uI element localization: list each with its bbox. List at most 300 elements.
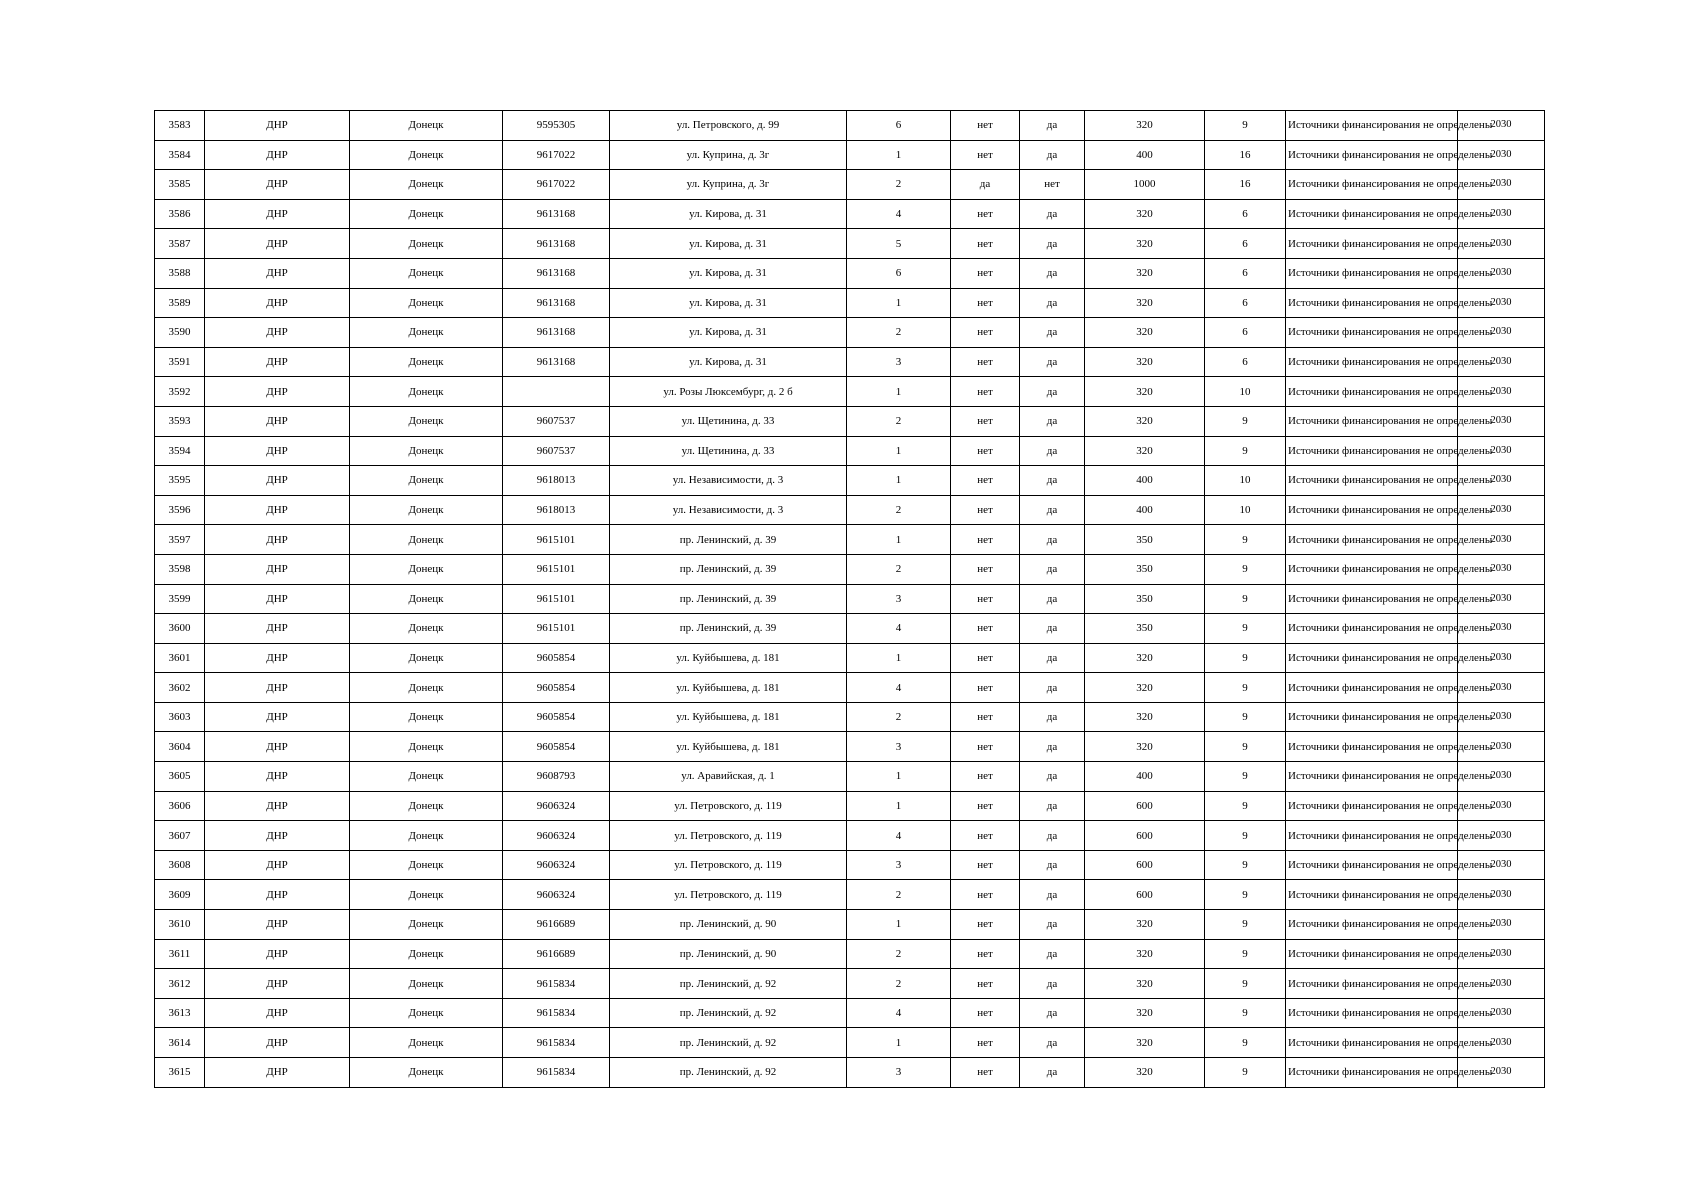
flag-b-cell: да: [1020, 998, 1085, 1028]
region-cell: ДНР: [205, 288, 350, 318]
table-row: [155, 850, 1545, 880]
year-cell: 2030: [1458, 495, 1545, 525]
funding-note-cell: Источники финансирования не определены: [1286, 436, 1458, 466]
address-cell: ул. Щетинина, д. 33: [610, 406, 847, 436]
region-cell: ДНР: [205, 406, 350, 436]
table-row: [155, 495, 1545, 525]
address-cell: пр. Ленинский, д. 39: [610, 554, 847, 584]
table-row: [155, 318, 1545, 348]
entrance-cell: 3: [847, 347, 951, 377]
floors-cell: 9: [1205, 643, 1286, 673]
row-number-cell: 3608: [155, 850, 205, 880]
city-cell: Донецк: [350, 466, 503, 496]
year-cell: 2030: [1458, 199, 1545, 229]
funding-note-cell: Источники финансирования не определены: [1286, 377, 1458, 407]
flag-a-cell: нет: [951, 614, 1020, 644]
capacity-cell: 320: [1085, 288, 1205, 318]
year-cell: 2030: [1458, 1028, 1545, 1058]
flag-a-cell: нет: [951, 702, 1020, 732]
flag-b-cell: да: [1020, 199, 1085, 229]
region-cell: ДНР: [205, 821, 350, 851]
city-cell: Донецк: [350, 406, 503, 436]
table-row: [155, 140, 1545, 170]
year-cell: 2030: [1458, 406, 1545, 436]
year-cell: 2030: [1458, 939, 1545, 969]
flag-b-cell: да: [1020, 643, 1085, 673]
row-number-cell: 3615: [155, 1058, 205, 1088]
entrance-cell: 3: [847, 850, 951, 880]
year-cell: 2030: [1458, 111, 1545, 141]
city-cell: Донецк: [350, 969, 503, 999]
capacity-cell: 320: [1085, 377, 1205, 407]
year-cell: 2030: [1458, 910, 1545, 940]
flag-a-cell: нет: [951, 466, 1020, 496]
entrance-cell: 2: [847, 170, 951, 200]
funding-note-cell: Источники финансирования не определены: [1286, 258, 1458, 288]
entrance-cell: 2: [847, 702, 951, 732]
flag-a-cell: нет: [951, 821, 1020, 851]
funding-note-cell: Источники финансирования не определены: [1286, 969, 1458, 999]
flag-a-cell: нет: [951, 347, 1020, 377]
row-number-cell: 3584: [155, 140, 205, 170]
row-number-cell: 3613: [155, 998, 205, 1028]
table-row: [155, 939, 1545, 969]
floors-cell: 9: [1205, 111, 1286, 141]
code-cell: 9606324: [503, 850, 610, 880]
region-cell: ДНР: [205, 170, 350, 200]
floors-cell: 9: [1205, 584, 1286, 614]
capacity-cell: 320: [1085, 939, 1205, 969]
row-number-cell: 3603: [155, 702, 205, 732]
funding-note-cell: Источники финансирования не определены: [1286, 939, 1458, 969]
row-number-cell: 3591: [155, 347, 205, 377]
region-cell: ДНР: [205, 347, 350, 377]
flag-b-cell: да: [1020, 111, 1085, 141]
entrance-cell: 1: [847, 791, 951, 821]
entrance-cell: 2: [847, 495, 951, 525]
floors-cell: 9: [1205, 673, 1286, 703]
floors-cell: 9: [1205, 762, 1286, 792]
flag-a-cell: нет: [951, 111, 1020, 141]
table-row: [155, 969, 1545, 999]
capacity-cell: 320: [1085, 199, 1205, 229]
city-cell: Донецк: [350, 495, 503, 525]
year-cell: 2030: [1458, 614, 1545, 644]
funding-note-cell: Источники финансирования не определены: [1286, 554, 1458, 584]
city-cell: Донецк: [350, 850, 503, 880]
region-cell: ДНР: [205, 702, 350, 732]
entrance-cell: 1: [847, 1028, 951, 1058]
row-number-cell: 3602: [155, 673, 205, 703]
code-cell: 9613168: [503, 318, 610, 348]
year-cell: 2030: [1458, 554, 1545, 584]
table-row: [155, 702, 1545, 732]
capacity-cell: 400: [1085, 495, 1205, 525]
table-row: [155, 406, 1545, 436]
city-cell: Донецк: [350, 111, 503, 141]
capacity-cell: 350: [1085, 525, 1205, 555]
capacity-cell: 400: [1085, 762, 1205, 792]
region-cell: ДНР: [205, 318, 350, 348]
region-cell: ДНР: [205, 880, 350, 910]
floors-cell: 10: [1205, 495, 1286, 525]
flag-b-cell: да: [1020, 850, 1085, 880]
capacity-cell: 320: [1085, 347, 1205, 377]
floors-cell: 6: [1205, 199, 1286, 229]
flag-b-cell: да: [1020, 140, 1085, 170]
table-row: [155, 554, 1545, 584]
flag-b-cell: да: [1020, 406, 1085, 436]
entrance-cell: 1: [847, 762, 951, 792]
flag-a-cell: нет: [951, 199, 1020, 229]
code-cell: 9615101: [503, 614, 610, 644]
address-cell: ул. Кирова, д. 31: [610, 347, 847, 377]
city-cell: Донецк: [350, 199, 503, 229]
row-number-cell: 3606: [155, 791, 205, 821]
table-row: [155, 998, 1545, 1028]
city-cell: Донецк: [350, 762, 503, 792]
table-row: [155, 762, 1545, 792]
flag-a-cell: нет: [951, 377, 1020, 407]
year-cell: 2030: [1458, 732, 1545, 762]
address-cell: пр. Ленинский, д. 90: [610, 910, 847, 940]
city-cell: Донецк: [350, 791, 503, 821]
flag-b-cell: нет: [1020, 170, 1085, 200]
code-cell: 9617022: [503, 170, 610, 200]
flag-b-cell: да: [1020, 525, 1085, 555]
region-cell: ДНР: [205, 732, 350, 762]
floors-cell: 6: [1205, 288, 1286, 318]
capacity-cell: 320: [1085, 111, 1205, 141]
address-cell: ул. Петровского, д. 119: [610, 821, 847, 851]
floors-cell: 16: [1205, 170, 1286, 200]
funding-note-cell: Источники финансирования не определены: [1286, 910, 1458, 940]
floors-cell: 9: [1205, 791, 1286, 821]
region-cell: ДНР: [205, 673, 350, 703]
code-cell: 9605854: [503, 673, 610, 703]
table-row: [155, 466, 1545, 496]
floors-cell: 10: [1205, 466, 1286, 496]
table-row: [155, 1028, 1545, 1058]
flag-a-cell: нет: [951, 762, 1020, 792]
funding-note-cell: Источники финансирования не определены: [1286, 821, 1458, 851]
region-cell: ДНР: [205, 466, 350, 496]
funding-note-cell: Источники финансирования не определены: [1286, 111, 1458, 141]
floors-cell: 9: [1205, 969, 1286, 999]
row-number-cell: 3612: [155, 969, 205, 999]
city-cell: Донецк: [350, 821, 503, 851]
city-cell: Донецк: [350, 584, 503, 614]
table-row: [155, 288, 1545, 318]
funding-note-cell: Источники финансирования не определены: [1286, 584, 1458, 614]
flag-b-cell: да: [1020, 318, 1085, 348]
city-cell: Донецк: [350, 643, 503, 673]
year-cell: 2030: [1458, 584, 1545, 614]
code-cell: 9615834: [503, 1058, 610, 1088]
entrance-cell: 3: [847, 732, 951, 762]
city-cell: Донецк: [350, 1058, 503, 1088]
flag-b-cell: да: [1020, 939, 1085, 969]
region-cell: ДНР: [205, 850, 350, 880]
funding-note-cell: Источники финансирования не определены: [1286, 702, 1458, 732]
funding-note-cell: Источники финансирования не определены: [1286, 140, 1458, 170]
capacity-cell: 320: [1085, 318, 1205, 348]
floors-cell: 9: [1205, 910, 1286, 940]
floors-cell: 6: [1205, 318, 1286, 348]
entrance-cell: 4: [847, 821, 951, 851]
flag-a-cell: да: [951, 170, 1020, 200]
city-cell: Донецк: [350, 702, 503, 732]
funding-note-cell: Источники финансирования не определены: [1286, 495, 1458, 525]
floors-cell: 9: [1205, 702, 1286, 732]
row-number-cell: 3586: [155, 199, 205, 229]
funding-note-cell: Источники финансирования не определены: [1286, 791, 1458, 821]
code-cell: 9607537: [503, 406, 610, 436]
year-cell: 2030: [1458, 318, 1545, 348]
row-number-cell: 3592: [155, 377, 205, 407]
code-cell: 9615834: [503, 969, 610, 999]
address-cell: ул. Щетинина, д. 33: [610, 436, 847, 466]
region-cell: ДНР: [205, 495, 350, 525]
floors-cell: 9: [1205, 614, 1286, 644]
region-cell: ДНР: [205, 762, 350, 792]
city-cell: Донецк: [350, 939, 503, 969]
year-cell: 2030: [1458, 229, 1545, 259]
flag-b-cell: да: [1020, 732, 1085, 762]
address-cell: пр. Ленинский, д. 39: [610, 584, 847, 614]
flag-a-cell: нет: [951, 939, 1020, 969]
code-cell: 9615101: [503, 525, 610, 555]
capacity-cell: 320: [1085, 910, 1205, 940]
flag-a-cell: нет: [951, 910, 1020, 940]
region-cell: ДНР: [205, 1058, 350, 1088]
row-number-cell: 3593: [155, 406, 205, 436]
flag-b-cell: да: [1020, 377, 1085, 407]
city-cell: Донецк: [350, 614, 503, 644]
code-cell: 9608793: [503, 762, 610, 792]
flag-a-cell: нет: [951, 791, 1020, 821]
flag-b-cell: да: [1020, 821, 1085, 851]
flag-b-cell: да: [1020, 584, 1085, 614]
table-row: [155, 910, 1545, 940]
capacity-cell: 400: [1085, 466, 1205, 496]
table-row: [155, 170, 1545, 200]
row-number-cell: 3601: [155, 643, 205, 673]
flag-b-cell: да: [1020, 258, 1085, 288]
flag-b-cell: да: [1020, 969, 1085, 999]
funding-note-cell: Источники финансирования не определены: [1286, 1058, 1458, 1088]
capacity-cell: 600: [1085, 850, 1205, 880]
flag-b-cell: да: [1020, 762, 1085, 792]
address-cell: пр. Ленинский, д. 92: [610, 1028, 847, 1058]
table-row: [155, 1058, 1545, 1088]
entrance-cell: 4: [847, 998, 951, 1028]
floors-cell: 9: [1205, 1028, 1286, 1058]
city-cell: Донецк: [350, 732, 503, 762]
entrance-cell: 2: [847, 939, 951, 969]
code-cell: 9613168: [503, 229, 610, 259]
capacity-cell: 320: [1085, 406, 1205, 436]
code-cell: 9613168: [503, 199, 610, 229]
row-number-cell: 3595: [155, 466, 205, 496]
row-number-cell: 3597: [155, 525, 205, 555]
floors-cell: 16: [1205, 140, 1286, 170]
capacity-cell: 320: [1085, 1028, 1205, 1058]
table-row: [155, 880, 1545, 910]
funding-note-cell: Источники финансирования не определены: [1286, 406, 1458, 436]
address-cell: ул. Петровского, д. 119: [610, 880, 847, 910]
row-number-cell: 3585: [155, 170, 205, 200]
address-cell: ул. Куйбышева, д. 181: [610, 702, 847, 732]
address-cell: ул. Кирова, д. 31: [610, 288, 847, 318]
entrance-cell: 5: [847, 229, 951, 259]
entrance-cell: 1: [847, 525, 951, 555]
region-cell: ДНР: [205, 614, 350, 644]
floors-cell: 9: [1205, 998, 1286, 1028]
flag-a-cell: нет: [951, 1058, 1020, 1088]
entrance-cell: 1: [847, 643, 951, 673]
table-row: [155, 347, 1545, 377]
city-cell: Донецк: [350, 170, 503, 200]
year-cell: 2030: [1458, 525, 1545, 555]
code-cell: 9613168: [503, 347, 610, 377]
capacity-cell: 350: [1085, 554, 1205, 584]
flag-a-cell: нет: [951, 998, 1020, 1028]
flag-b-cell: да: [1020, 1058, 1085, 1088]
year-cell: 2030: [1458, 673, 1545, 703]
year-cell: 2030: [1458, 170, 1545, 200]
address-cell: пр. Ленинский, д. 92: [610, 969, 847, 999]
year-cell: 2030: [1458, 702, 1545, 732]
city-cell: Донецк: [350, 258, 503, 288]
address-cell: ул. Кирова, д. 31: [610, 229, 847, 259]
funding-note-cell: Источники финансирования не определены: [1286, 998, 1458, 1028]
floors-cell: 9: [1205, 554, 1286, 584]
table-row: [155, 199, 1545, 229]
address-cell: ул. Независимости, д. 3: [610, 466, 847, 496]
flag-a-cell: нет: [951, 880, 1020, 910]
region-cell: ДНР: [205, 525, 350, 555]
region-cell: ДНР: [205, 140, 350, 170]
code-cell: 9618013: [503, 495, 610, 525]
capacity-cell: 350: [1085, 614, 1205, 644]
funding-note-cell: Источники финансирования не определены: [1286, 762, 1458, 792]
table-row: [155, 111, 1545, 141]
funding-note-cell: Источники финансирования не определены: [1286, 170, 1458, 200]
code-cell: 9617022: [503, 140, 610, 170]
capacity-cell: 350: [1085, 584, 1205, 614]
entrance-cell: 4: [847, 199, 951, 229]
row-number-cell: 3599: [155, 584, 205, 614]
city-cell: Донецк: [350, 347, 503, 377]
funding-note-cell: Источники финансирования не определены: [1286, 880, 1458, 910]
floors-cell: 9: [1205, 1058, 1286, 1088]
row-number-cell: 3598: [155, 554, 205, 584]
flag-a-cell: нет: [951, 732, 1020, 762]
row-number-cell: 3587: [155, 229, 205, 259]
table-row: [155, 614, 1545, 644]
region-cell: ДНР: [205, 998, 350, 1028]
city-cell: Донецк: [350, 998, 503, 1028]
region-cell: ДНР: [205, 111, 350, 141]
entrance-cell: 3: [847, 584, 951, 614]
flag-b-cell: да: [1020, 880, 1085, 910]
code-cell: 9615834: [503, 998, 610, 1028]
code-cell: 9615101: [503, 554, 610, 584]
flag-b-cell: да: [1020, 673, 1085, 703]
code-cell: 9615834: [503, 1028, 610, 1058]
city-cell: Донецк: [350, 1028, 503, 1058]
capacity-cell: 600: [1085, 880, 1205, 910]
row-number-cell: 3596: [155, 495, 205, 525]
data-table: [154, 110, 1545, 1088]
entrance-cell: 1: [847, 140, 951, 170]
city-cell: Донецк: [350, 673, 503, 703]
row-number-cell: 3594: [155, 436, 205, 466]
capacity-cell: 400: [1085, 140, 1205, 170]
code-cell: 9606324: [503, 791, 610, 821]
year-cell: 2030: [1458, 880, 1545, 910]
year-cell: 2030: [1458, 643, 1545, 673]
year-cell: 2030: [1458, 466, 1545, 496]
flag-b-cell: да: [1020, 791, 1085, 821]
city-cell: Донецк: [350, 377, 503, 407]
flag-a-cell: нет: [951, 229, 1020, 259]
code-cell: [503, 377, 610, 407]
capacity-cell: 320: [1085, 258, 1205, 288]
table-row: [155, 436, 1545, 466]
funding-note-cell: Источники финансирования не определены: [1286, 643, 1458, 673]
table-row: [155, 229, 1545, 259]
region-cell: ДНР: [205, 910, 350, 940]
funding-note-cell: Источники финансирования не определены: [1286, 1028, 1458, 1058]
row-number-cell: 3600: [155, 614, 205, 644]
floors-cell: 6: [1205, 229, 1286, 259]
address-cell: ул. Кирова, д. 31: [610, 199, 847, 229]
region-cell: ДНР: [205, 791, 350, 821]
code-cell: 9605854: [503, 702, 610, 732]
floors-cell: 9: [1205, 732, 1286, 762]
flag-b-cell: да: [1020, 466, 1085, 496]
row-number-cell: 3588: [155, 258, 205, 288]
floors-cell: 9: [1205, 436, 1286, 466]
address-cell: пр. Ленинский, д. 90: [610, 939, 847, 969]
entrance-cell: 3: [847, 1058, 951, 1088]
address-cell: пр. Ленинский, д. 92: [610, 1058, 847, 1088]
code-cell: 9606324: [503, 821, 610, 851]
region-cell: ДНР: [205, 1028, 350, 1058]
flag-b-cell: да: [1020, 229, 1085, 259]
year-cell: 2030: [1458, 377, 1545, 407]
flag-a-cell: нет: [951, 495, 1020, 525]
flag-a-cell: нет: [951, 673, 1020, 703]
year-cell: 2030: [1458, 850, 1545, 880]
entrance-cell: 2: [847, 406, 951, 436]
address-cell: ул. Независимости, д. 3: [610, 495, 847, 525]
funding-note-cell: Источники финансирования не определены: [1286, 850, 1458, 880]
row-number-cell: 3604: [155, 732, 205, 762]
code-cell: 9618013: [503, 466, 610, 496]
address-cell: пр. Ленинский, д. 39: [610, 525, 847, 555]
address-cell: пр. Ленинский, д. 92: [610, 998, 847, 1028]
flag-a-cell: нет: [951, 288, 1020, 318]
flag-b-cell: да: [1020, 910, 1085, 940]
row-number-cell: 3611: [155, 939, 205, 969]
entrance-cell: 1: [847, 377, 951, 407]
city-cell: Донецк: [350, 554, 503, 584]
flag-a-cell: нет: [951, 140, 1020, 170]
address-cell: ул. Кирова, д. 31: [610, 318, 847, 348]
